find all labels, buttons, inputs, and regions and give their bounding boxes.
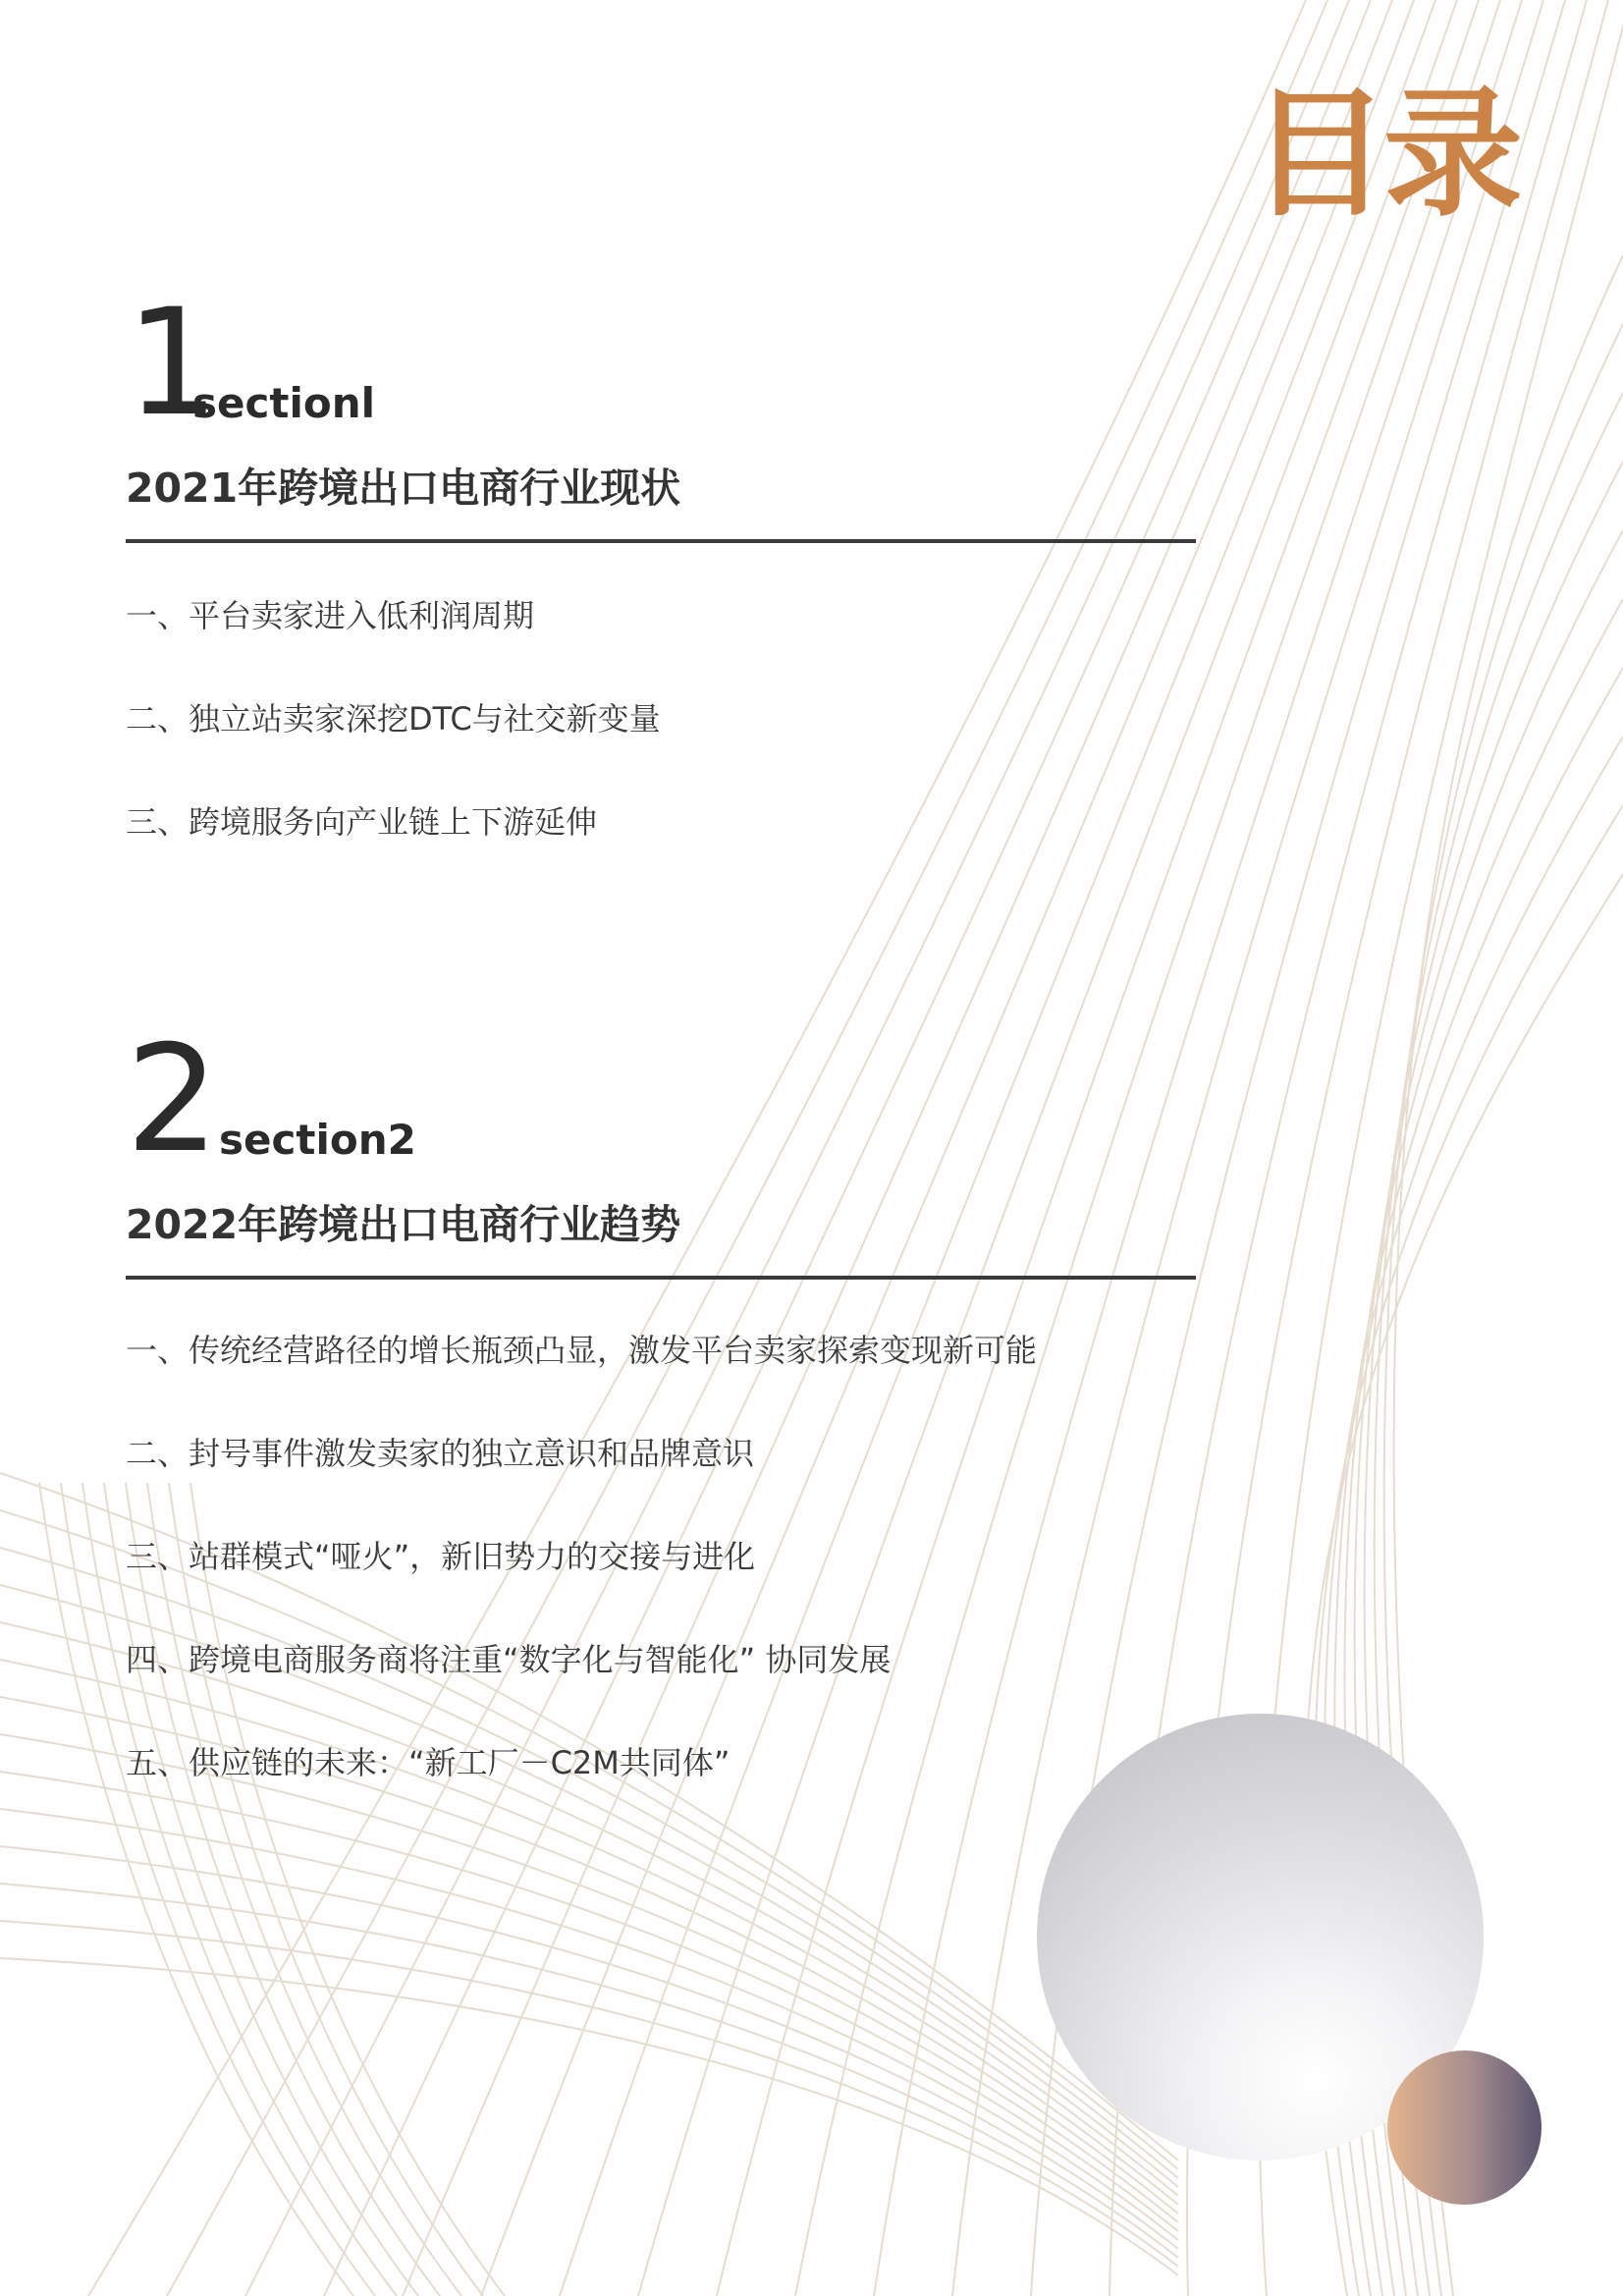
section-label: section2: [219, 1116, 416, 1164]
list-item: 四、跨境电商服务商将注重“数字化与智能化” 协同发展: [126, 1641, 892, 1678]
decorative-arc: [0, 1921, 1178, 2267]
section-1: [126, 278, 1196, 903]
section-number: 1: [126, 278, 216, 449]
section-divider: [126, 1276, 1196, 1280]
decorative-sphere-small: [1387, 2050, 1542, 2205]
section-item-list: [126, 1329, 1196, 1784]
section-item-list: [126, 594, 1196, 844]
section-number: 2: [126, 1014, 220, 1185]
section-divider: [126, 539, 1196, 543]
section-header: [126, 278, 1196, 449]
list-item: 二、封号事件激发卖家的独立意识和品牌意识: [126, 1435, 755, 1472]
decorative-arc: [0, 1884, 1178, 2258]
list-item: 三、跨境服务向产业链上下游延伸: [126, 803, 598, 841]
section-header: [126, 1014, 1196, 1185]
section-label: sectionl: [192, 379, 376, 427]
decorative-arc: [0, 1846, 1178, 2249]
section-2: [126, 1014, 1196, 1844]
list-item: 一、传统经营路径的增长瓶颈凸显，激发平台卖家探索变现新可能: [126, 1332, 1038, 1369]
section-heading: 2022年跨境出口电商行业趋势: [126, 1201, 681, 1248]
decorative-arc: [0, 1809, 1178, 2240]
list-item: 二、独立站卖家深挖DTC与社交新变量: [126, 700, 661, 738]
list-item: 五、供应链的未来：“新工厂－C2M共同体”: [126, 1744, 730, 1781]
list-item: 一、平台卖家进入低利润周期: [126, 597, 535, 634]
toc-title: 目录: [1250, 74, 1517, 236]
list-item: 三、站群模式“哑火”，新旧势力的交接与进化: [126, 1538, 756, 1575]
section-heading: 2021年跨境出口电商行业现状: [126, 465, 681, 512]
